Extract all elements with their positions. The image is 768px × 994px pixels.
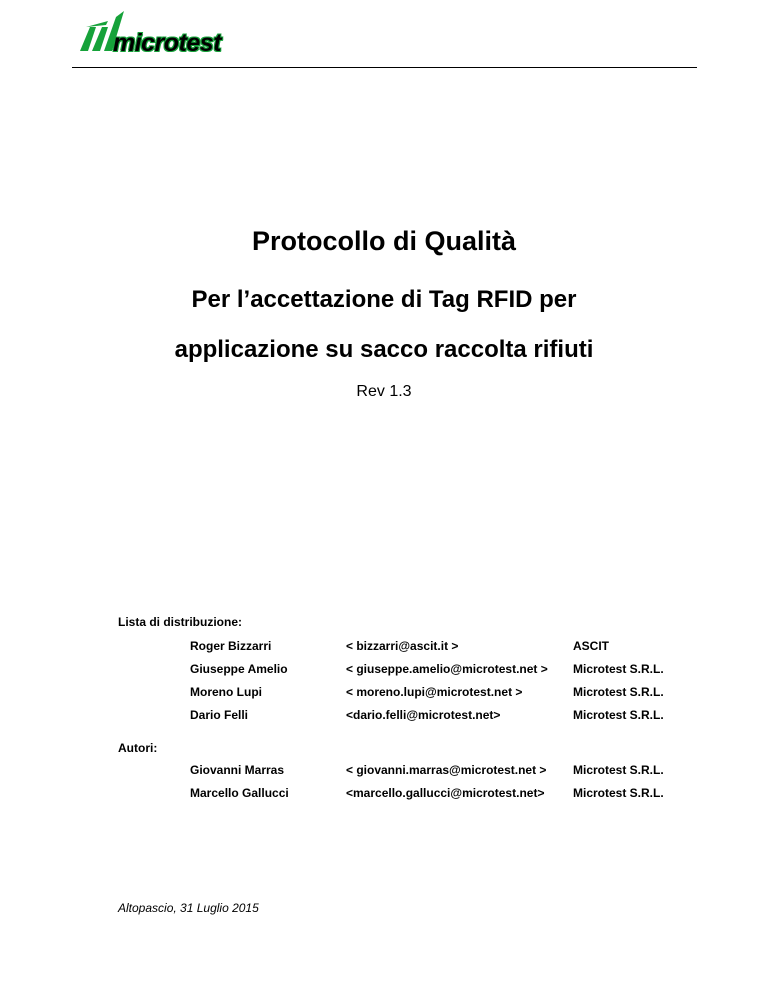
recipient-org: Microtest S.R.L. <box>573 662 664 676</box>
author-email: <marcello.gallucci@microtest.net> <box>346 786 545 800</box>
authors-label: Autori: <box>118 741 158 755</box>
author-email: < giovanni.marras@microtest.net > <box>346 763 547 777</box>
author-org: Microtest S.R.L. <box>573 786 664 800</box>
document-subtitle-line1: Per l’accettazione di Tag RFID per <box>191 286 577 313</box>
author-name: Giovanni Marras <box>190 763 285 777</box>
company-logo <box>76 7 232 57</box>
recipient-org: Microtest S.R.L. <box>573 708 664 722</box>
distribution-row <box>0 685 768 701</box>
recipient-org: Microtest S.R.L. <box>573 685 664 699</box>
document-subtitle-line2: applicazione su sacco raccolta rifiuti <box>174 336 594 363</box>
distribution-label: Lista di distribuzione: <box>118 615 243 629</box>
author-row <box>0 763 768 779</box>
logo-wordmark: microtest <box>113 29 222 57</box>
recipient-email: < giuseppe.amelio@microtest.net > <box>346 662 548 676</box>
recipient-email: <dario.felli@microtest.net> <box>346 708 501 722</box>
header-divider <box>72 67 697 68</box>
revision-label: Rev 1.3 <box>356 383 412 400</box>
recipient-email: < moreno.lupi@microtest.net > <box>346 685 523 699</box>
recipient-email: < bizzarri@ascit.it > <box>346 639 459 653</box>
author-name: Marcello Gallucci <box>190 786 289 800</box>
recipient-name: Giuseppe Amelio <box>190 662 288 676</box>
place-date: Altopascio, 31 Luglio 2015 <box>118 901 259 915</box>
document-title: Protocollo di Qualità <box>251 226 516 256</box>
recipient-name: Moreno Lupi <box>190 685 262 699</box>
distribution-row <box>0 708 768 724</box>
recipient-org: ASCIT <box>573 639 609 653</box>
distribution-row <box>0 662 768 678</box>
recipient-name: Dario Felli <box>190 708 249 722</box>
distribution-row <box>0 639 768 655</box>
author-org: Microtest S.R.L. <box>573 763 664 777</box>
recipient-name: Roger Bizzarri <box>190 639 272 653</box>
author-row <box>0 786 768 802</box>
